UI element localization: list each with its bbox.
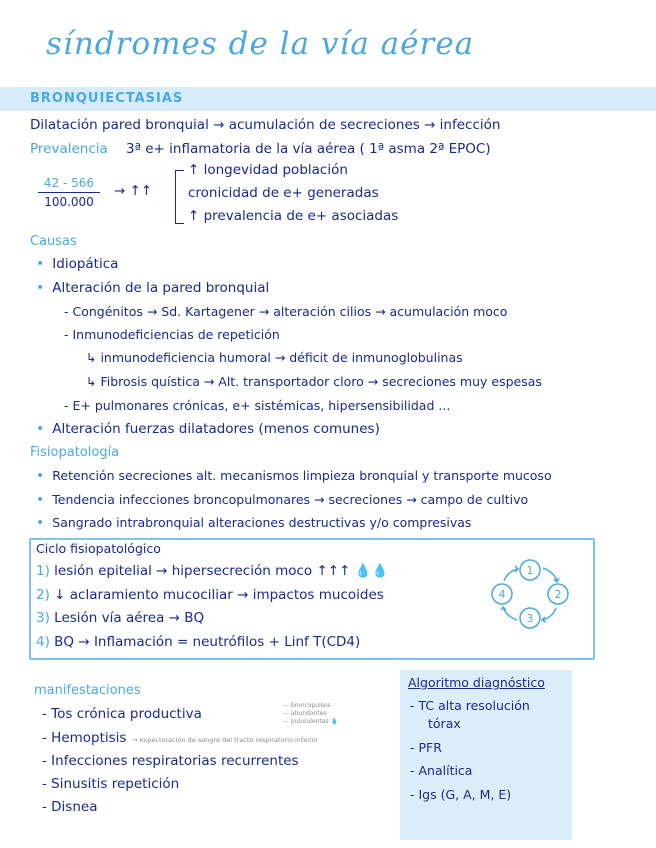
- cause-subitem: - Inmunodeficiencias de repetición: [64, 327, 280, 342]
- physio-heading: Fisiopatología: [30, 445, 120, 460]
- algorithm-box: [400, 670, 572, 840]
- cycle-heading: Ciclo fisiopatológico: [36, 541, 161, 556]
- prevalence-text: 3ª e+ inflamatoria de la vía aérea ( 1ª asma 2ª EPOC): [126, 141, 491, 157]
- sputum-note: — pulurulentas 💧: [283, 718, 338, 725]
- manifestation-item: - Disnea: [42, 799, 98, 815]
- step-number: 3): [36, 610, 50, 626]
- sputum-note: — broncopulsos: [283, 702, 331, 709]
- physio-item: • Sangrado intrabronquial alteraciones destructivas y/o compresivas: [36, 515, 471, 531]
- step-text: BQ → Inflamación = neutrófilos + Linf T(CD4): [54, 634, 361, 650]
- cause-item: • Alteración de la pared bronquial: [36, 280, 269, 296]
- algorithm-item: - PFR: [410, 740, 442, 755]
- cycle-node-label: 2: [554, 588, 562, 601]
- definition-text: Dilatación pared bronquial → acumulación de secreciones → infección: [30, 117, 501, 133]
- manifestation-item: - Infecciones respiratorias recurrentes: [42, 753, 299, 769]
- cause-subitem: ↳ inmunodeficiencia humoral → déficit de inmunoglobulinas: [86, 350, 463, 365]
- step-text: ↓ aclaramiento mucociliar → impactos mucoides: [54, 587, 384, 603]
- page-title: síndromes de la vía aérea: [46, 26, 475, 62]
- step-text: Lesión vía aérea → BQ: [54, 610, 205, 626]
- prevalence-bracket: [175, 170, 184, 224]
- reason-item: ↑ longevidad población: [188, 162, 348, 178]
- cycle-step: [36, 610, 204, 626]
- reason-item: cronicidad de e+ generadas: [188, 185, 379, 201]
- sputum-note: — abundantes: [283, 710, 327, 717]
- prevalence-label: Prevalencia: [30, 141, 108, 157]
- cycle-step: [36, 563, 388, 579]
- cycle-node-label: 4: [498, 588, 506, 601]
- cycle-step: [36, 587, 384, 603]
- fraction-denominator: 100.000: [44, 195, 94, 209]
- physio-item: • Tendencia infecciones broncopulmonares → secreciones → campo de cultivo: [36, 492, 528, 508]
- causes-heading: Causas: [30, 234, 77, 249]
- cause-subitem: - Congénitos → Sd. Kartagener → alteración cilios → acumulación moco: [64, 304, 508, 319]
- step-number: 2): [36, 587, 50, 603]
- cycle-node-label: 3: [526, 612, 534, 625]
- cause-subitem: ↳ Fibrosis quística → Alt. transportador cloro → secreciones muy espesas: [86, 374, 542, 389]
- manifestations-heading: manifestaciones: [34, 683, 141, 698]
- algorithm-item: - TC alta resolución: [410, 698, 530, 713]
- cause-item: • Alteración fuerzas dilatadores (menos comunes): [36, 421, 380, 437]
- cycle-diagram: [488, 556, 578, 632]
- fraction-numerator: 42 - 566: [38, 176, 100, 193]
- prevalence-arrow: → ↑↑: [114, 183, 153, 199]
- manifestation-item: - Hemoptisis: [42, 730, 127, 746]
- algorithm-item: - Analítica: [410, 763, 473, 778]
- cycle-node-label: 1: [526, 564, 534, 577]
- manifestation-item: - Sinusitis repetición: [42, 776, 180, 792]
- cause-item: • Idiopática: [36, 256, 118, 272]
- reason-item: ↑ prevalencia de e+ asociadas: [188, 208, 399, 224]
- step-number: 1): [36, 563, 50, 579]
- manifestation-item: - Tos crónica productiva: [42, 706, 202, 722]
- algorithm-heading: Algoritmo diagnóstico: [408, 675, 545, 690]
- step-number: 4): [36, 634, 50, 650]
- algorithm-item: - Igs (G, A, M, E): [410, 787, 512, 802]
- section-title: BRONQUIECTASIAS: [30, 91, 184, 106]
- hemoptisis-note: → expectoración de sangre del tracto respiratorio inferior: [132, 736, 319, 744]
- cause-subitem: - E+ pulmonares crónicas, e+ sistémicas, hipersensibilidad ...: [64, 398, 451, 413]
- drops-icon: 💧: [330, 718, 338, 725]
- drops-icon: 💧💧: [354, 563, 389, 579]
- algorithm-item-continued: tórax: [428, 716, 461, 731]
- prevalence-fraction: [38, 176, 100, 209]
- physio-item: • Retención secreciones alt. mecanismos limpieza bronquial y transporte mucoso: [36, 468, 552, 484]
- cycle-step: [36, 634, 360, 650]
- step-text: lesión epitelial → hipersecreción moco ↑↑↑: [54, 563, 351, 579]
